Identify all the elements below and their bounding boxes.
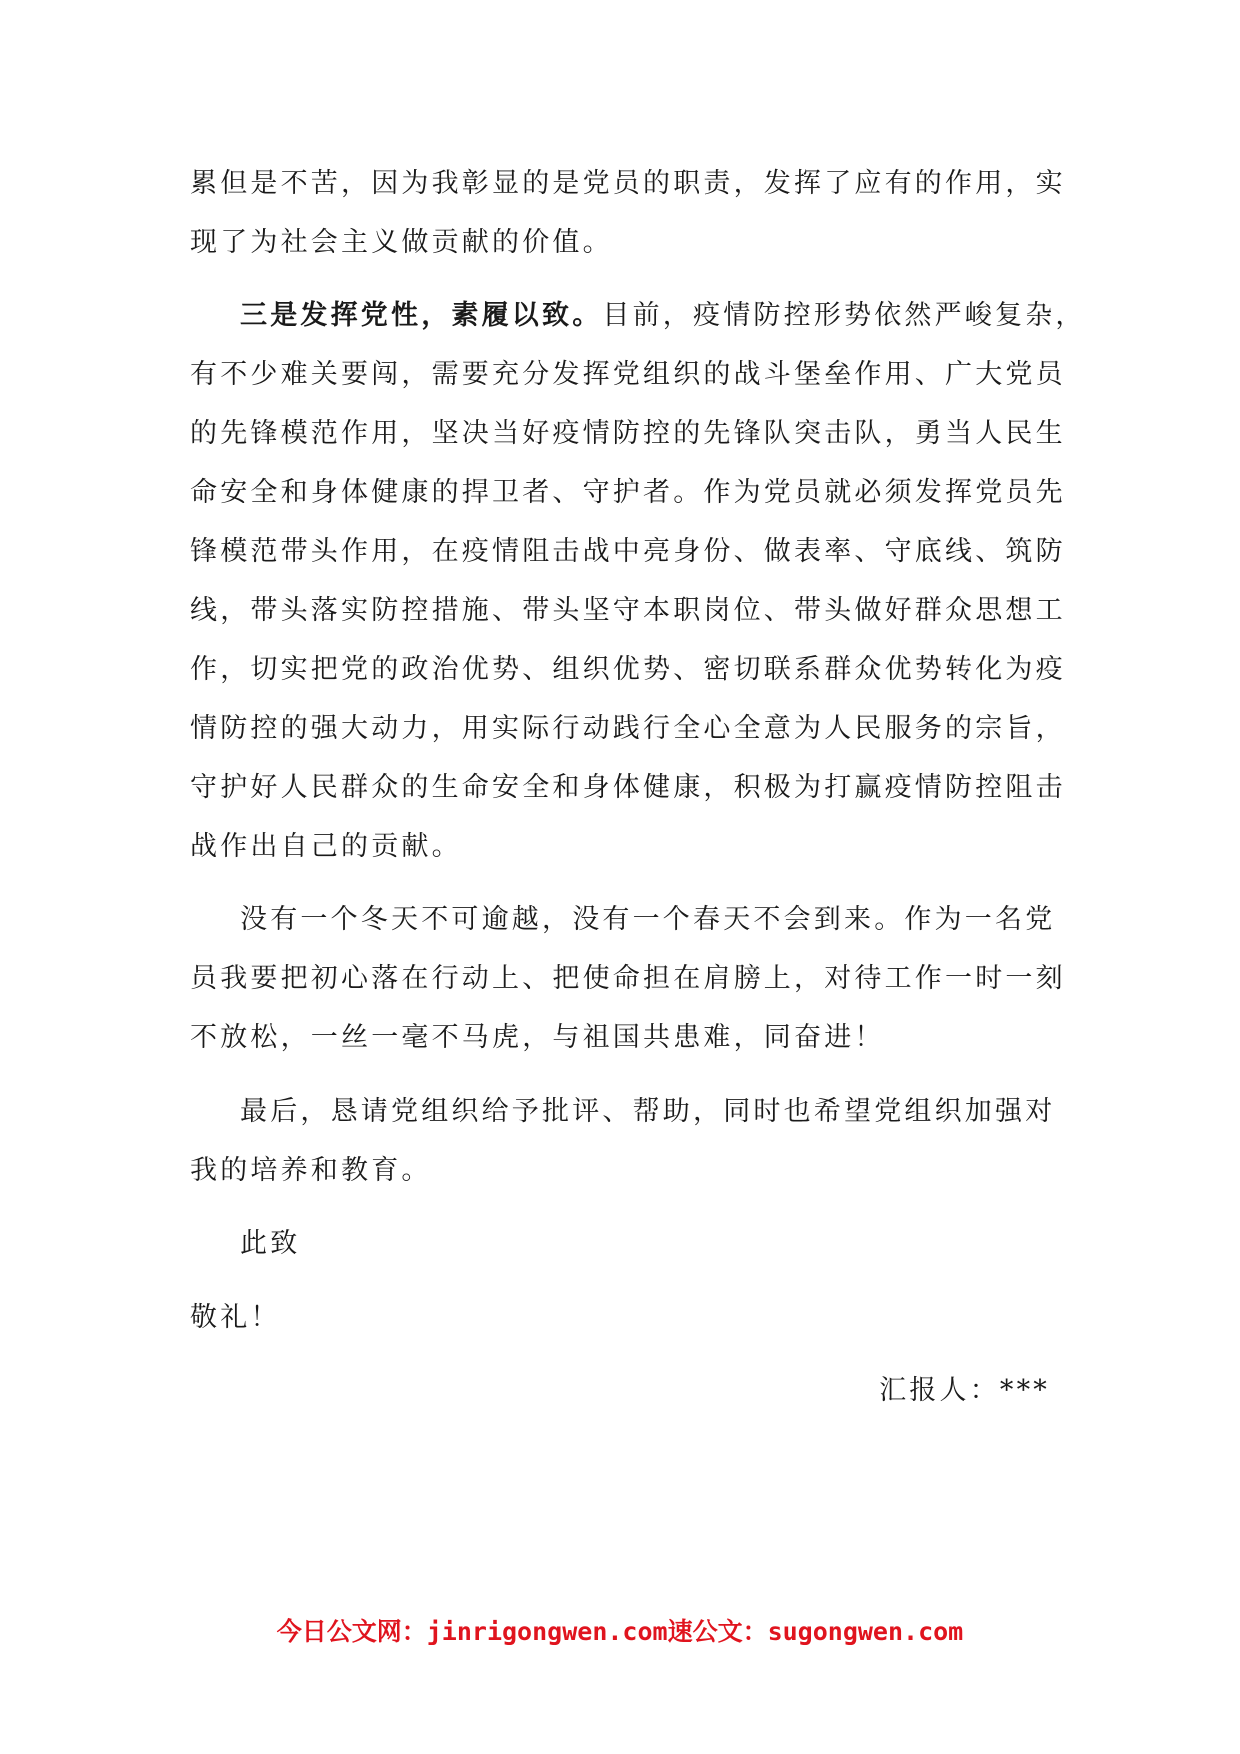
paragraph-line: 命安全和身体健康的捍卫者、守护者。作为党员就必须发挥党员先 bbox=[190, 477, 1066, 508]
paragraph-line: 情防控的强大动力，用实际行动践行全心全意为人民服务的宗旨， bbox=[190, 713, 1066, 744]
paragraph-line: 员我要把初心落在行动上、把使命担在肩膀上，对待工作一时一刻 bbox=[190, 963, 1066, 994]
paragraph-line: 不放松，一丝一毫不马虎，与祖国共患难，同奋进！ bbox=[190, 1022, 885, 1053]
paragraph-line: 线，带头落实防控措施、带头坚守本职岗位、带头做好群众思想工 bbox=[190, 595, 1066, 626]
paragraph-line: 最后，恳请党组织给予批评、帮助，同时也希望党组织加强对 bbox=[240, 1096, 1056, 1127]
paragraph-line: 我的培养和教育。 bbox=[190, 1155, 432, 1186]
paragraph-line: 有不少难关要闯，需要充分发挥党组织的战斗堡垒作用、广大党员 bbox=[190, 359, 1066, 390]
paragraph-line: 守护好人民群众的生命安全和身体健康，积极为打赢疫情防控阻击 bbox=[190, 772, 1066, 803]
paragraph-first-line bbox=[240, 296, 1086, 336]
salutation: 此致 bbox=[240, 1228, 301, 1259]
paragraph-line: 的先锋模范作用，坚决当好疫情防控的先锋队突击队，勇当人民生 bbox=[190, 418, 1066, 449]
paragraph-line: 没有一个冬天不可逾越，没有一个春天不会到来。作为一名党 bbox=[240, 904, 1056, 935]
paragraph-line: 锋模范带头作用，在疫情阻击战中亮身份、做表率、守底线、筑防 bbox=[190, 536, 1066, 567]
paragraph-line: 作，切实把党的政治优势、组织优势、密切联系群众优势转化为疫 bbox=[190, 654, 1066, 685]
paragraph-line: 战作出自己的贡献。 bbox=[190, 831, 462, 862]
signature: 汇报人：*** bbox=[879, 1375, 1050, 1406]
footer-website-text[interactable]: 今日公文网：jinrigongwen.com速公文：sugongwen.com bbox=[276, 1617, 964, 1646]
bold-lead-sentence: 三是发挥党性，素履以致。 bbox=[240, 300, 603, 331]
paragraph-line: 现了为社会主义做贡献的价值。 bbox=[190, 227, 613, 258]
paragraph-line: 累但是不苦，因为我彰显的是党员的职责，发挥了应有的作用，实 bbox=[190, 168, 1066, 199]
lead-line-rest: 目前，疫情防控形势依然严峻复杂， bbox=[602, 300, 1086, 331]
regards: 敬礼！ bbox=[190, 1302, 281, 1333]
